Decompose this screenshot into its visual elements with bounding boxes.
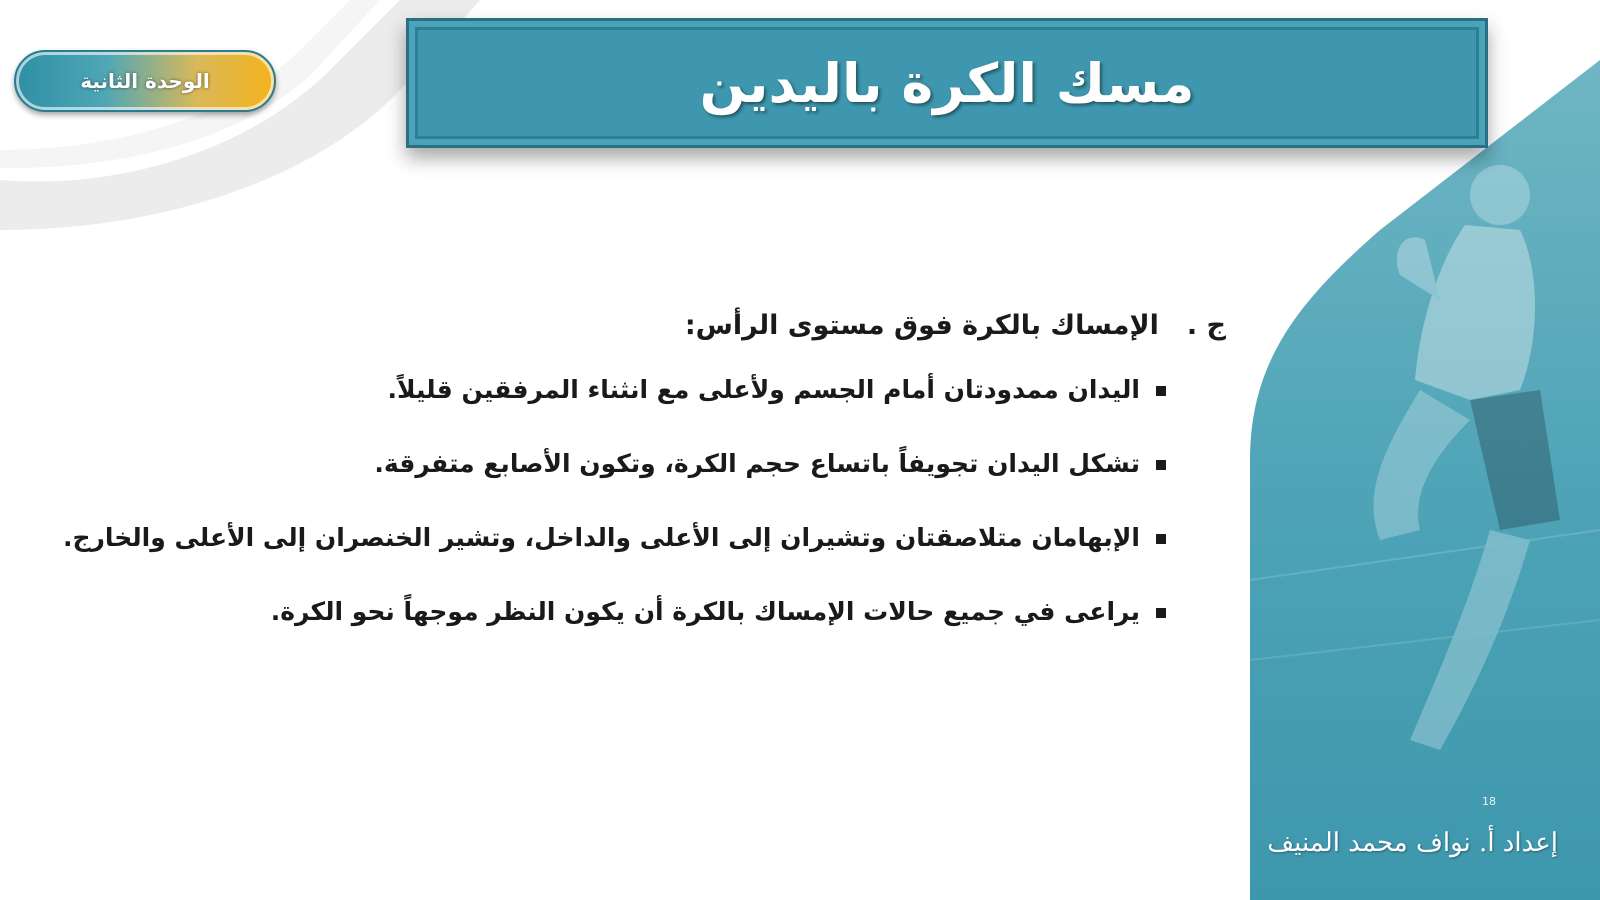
- square-bullet-icon: [1156, 608, 1166, 618]
- square-bullet-icon: [1156, 534, 1166, 544]
- list-item-text: تشكل اليدان تجويفاً باتساع حجم الكرة، وتكون الأصابع متفرقة.: [374, 449, 1140, 478]
- player-photo-panel: [1240, 60, 1600, 900]
- unit-label: الوحدة الثانية: [80, 69, 210, 93]
- content-area: [62, 310, 1228, 671]
- list-item: [108, 597, 1228, 626]
- square-bullet-icon: [1156, 460, 1166, 470]
- section-marker: ج .: [1186, 310, 1226, 341]
- list-item-text: يراعى في جميع حالات الإمساك بالكرة أن يكون النظر موجهاً نحو الكرة.: [270, 597, 1140, 626]
- list-item-text: اليدان ممدودتان أمام الجسم ولأعلى مع انثناء المرفقين قليلاً.: [387, 375, 1140, 404]
- author-credit: إعداد أ. نواف محمد المنيف: [1267, 828, 1558, 858]
- list-item: [108, 375, 1228, 404]
- bullet-list: [62, 375, 1228, 626]
- list-item: [108, 449, 1228, 478]
- section-heading: [108, 310, 1228, 341]
- title-banner: [406, 18, 1488, 148]
- list-item: [62, 523, 1228, 552]
- page-title: مسك الكرة باليدين: [699, 51, 1195, 115]
- square-bullet-icon: [1156, 386, 1166, 396]
- page-number: 18: [1482, 795, 1496, 808]
- section-heading-text: الإمساك بالكرة فوق مستوى الرأس:: [684, 310, 1159, 341]
- unit-badge: [14, 50, 276, 112]
- list-item-text: الإبهامان متلاصقتان وتشيران إلى الأعلى والداخل، وتشير الخنصران إلى الأعلى والخارج.: [62, 523, 1140, 552]
